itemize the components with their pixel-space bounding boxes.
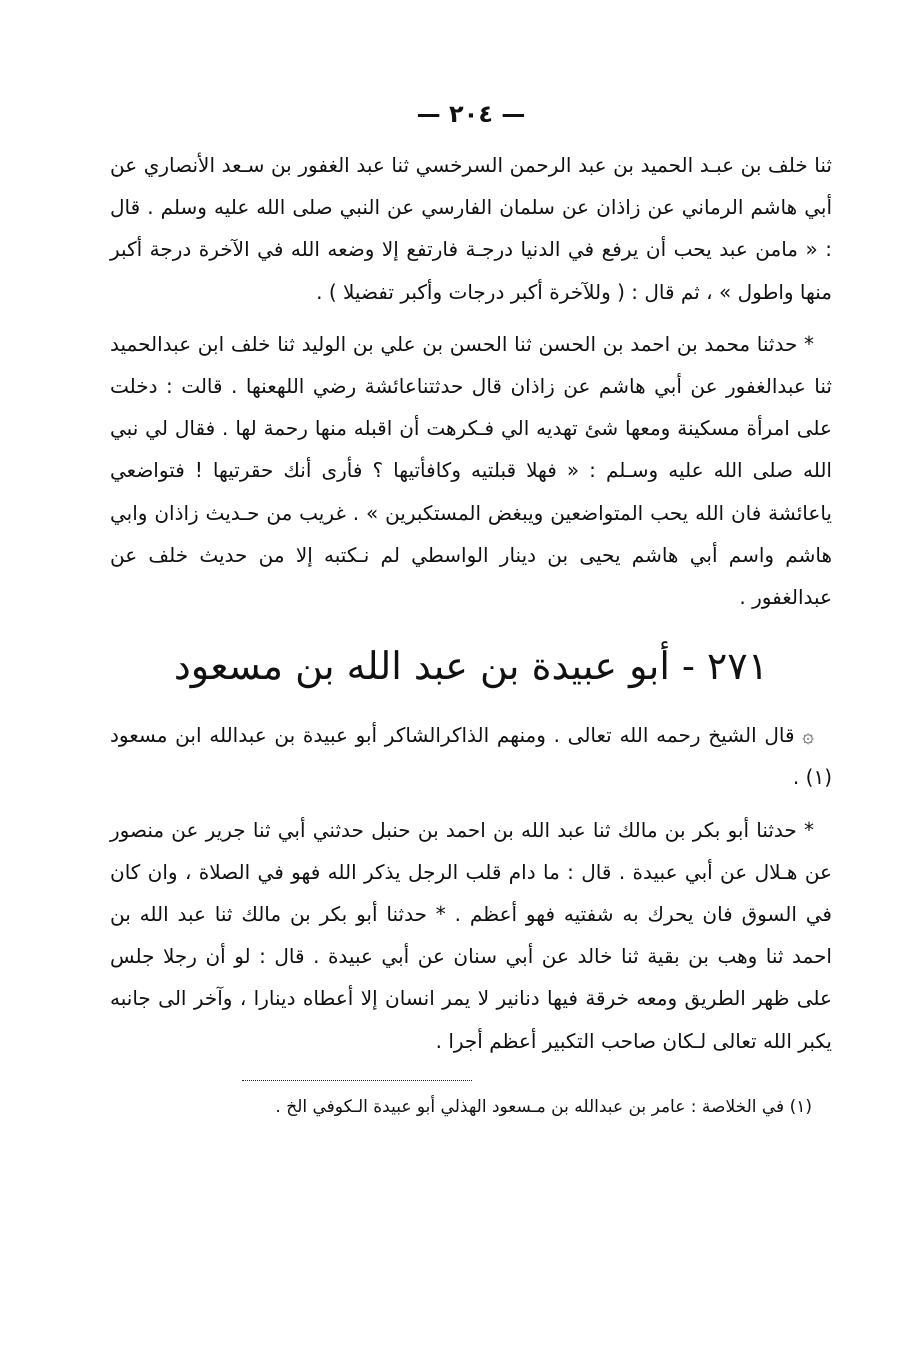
document-page (110, 100, 832, 1123)
paragraph-1: ثنا خلف بن عبـد الحميد بن عبد الرحمن السرخسي ثنا عبد الغفور بن سـعد الأنصاري عن أبي هاشم الرماني عن زاذان عن سلمان الفارسي عن النبي صلى الله عليه وسلم . قال : « مامن عبد يحب أن يرفع في الدنيا درجـة فارتفع إلا وضعه الله في الآخرة درجة أكبر منها واطول » ، ثم قال : ( وللآخرة أكبر درجات وأكبر تفضيلا ) . (110, 153, 832, 304)
section-heading: ٢٧١ - أبو عبيدة بن عبد الله بن مسعود (173, 644, 769, 689)
paragraph-2: * حدثنا محمد بن احمد بن الحسن ثنا الحسن بن علي بن الوليد ثنا خلف ابن عبدالحميد ثنا عبدالغفور عن أبي هاشم عن زاذان قال حدثتناعائشة رضي اللهعنها . قالت : دخلت على امرأة مسكينة ومعها شئ تهديه الي فـكرهت أن اقبله منها رحمة لها . فقال لي نبي الله صلى الله عليه وسـلم : « فهلا قبلتيه وكافأتيها ؟ فأرى أنك حقرتيها ! فتواضعي ياعائشة فان الله يحب المتواضعين ويبغض المستكبرين » . غريب من حـديث زاذان وابي هاشم واسم أبي هاشم يحيى بن دينار الواسطي لم نـكتبه إلا من حديث خلف عن عبدالغفور . (110, 331, 832, 610)
page-number: — ٢٠٤ — (416, 100, 526, 128)
section-paragraph-1: ۞ قال الشيخ رحمه الله تعالى . ومنهم الذاكرالشاكر أبو عبيدة بن عبدالله ابن مسعود (١) . (110, 723, 832, 790)
footnote: (١) في الخلاصة : عامر بن عبدالله بن مـسعود الهذلي أبو عبيدة الـكوفي الخ . (275, 1096, 812, 1117)
section-paragraph-2: * حدثنا أبو بكر بن مالك ثنا عبد الله بن احمد بن حنبل حدثني أبي ثنا جرير عن منصور عن هـلال عن أبي عبيدة . قال : ما دام قلب الرجل يذكر الله فهو في الصلاة ، وان كان في السوق فان يحرك به شفتيه فهو أعظم . * حدثنا أبو بكر بن مالك ثنا عبد الله بن احمد ثنا وهب بن بقية ثنا خالد عن أبي سنان عن أبي عبيدة . قال : لو أن رجلا جلس على ظهر الطريق ومعه خرقة فيها دنانير لا يمر انسان إلا أعطاه دينارا ، وآخر الى جانبه يكبر الله تعالى لـكان صاحب التكبير أعظم أجرا . (110, 817, 832, 1053)
footnote-divider (242, 1080, 472, 1081)
